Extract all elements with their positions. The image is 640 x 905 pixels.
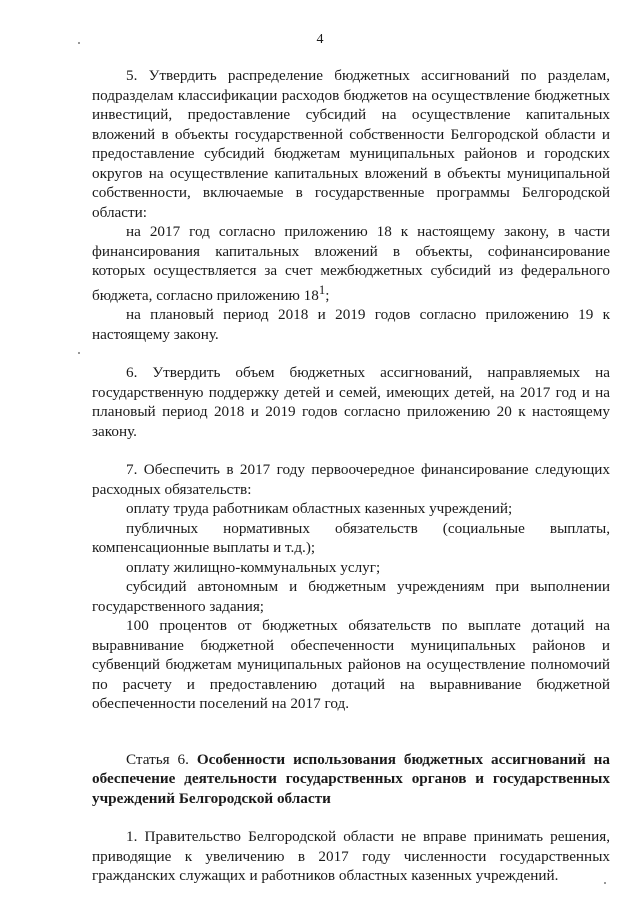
- article-6-title: Особенности использования бюджетных ассигнований на обеспечение деятельности государственных органов и государственных учреждений Белгородской области: [92, 750, 610, 807]
- section-7-item: субсидий автономным и бюджетным учреждениям при выполнении государственного задания;: [92, 578, 610, 615]
- section-7-item: публичных нормативных обязательств (социальные выплаты, компенсационные выплаты и т.д.);: [92, 519, 610, 557]
- section-5-intro: 5. Утвердить распределение бюджетных ассигнований по разделам, подразделам классификации расходов бюджетов на осуществление бюджетных инвестиций, предоставление субсидий на осуществление капитальных вложений в объекты государственной собственности Белгородской области и предоставление субсидий бюджетам муниципальных районов и городских округов на осуществление капитальных вложений в объекты муниципальной собственности, включаемые в государственные программы Белгородской области:: [92, 67, 610, 221]
- article-6-paragraph-1: 1. Правительство Белгородской области не вправе принимать решения, приводящие к увеличению в 2017 году численности государственных гражданских служащих и работников областных казенных учреждений.: [92, 828, 610, 885]
- section-5-item-2017-end: ;: [325, 286, 330, 304]
- section-6: 6. Утвердить объем бюджетных ассигнований, направляемых на государственную поддержку детей и семей, имеющих детей, на 2017 год и на плановый период 2018 и 2019 годов согласно приложению 20 к настоящему закону.: [92, 364, 610, 440]
- document-body: [92, 66, 610, 886]
- section-5-item-plan: на плановый период 2018 и 2019 годов согласно приложению 19 к настоящему закону.: [92, 306, 610, 343]
- section-5-item-2017-sup: 1: [318, 282, 326, 297]
- section-7-item: 100 процентов от бюджетных обязательств по выплате дотаций на выравнивание бюджетной обеспеченности муниципальных районов и субвенций бюджетам муниципальных районов на осуществление полномочий по расчету и предоставлению дотаций на выравнивание бюджетной обеспеченности поселений на 2017 год.: [92, 617, 610, 713]
- scan-speck: [604, 882, 606, 884]
- scan-speck: [78, 42, 80, 44]
- section-7-item: оплату жилищно-коммунальных услуг;: [126, 558, 381, 576]
- article-6-heading: [92, 750, 610, 809]
- article-6-label: Статья 6.: [126, 750, 189, 768]
- section-5-item-2017-text: на 2017 год согласно приложению 18 к настоящему закону, в части финансирования капитальных вложений в объекты, софинансирование которых осуществляется за счет межбюджетных субсидий из федерального бюджета, согласно приложению 18: [92, 223, 610, 304]
- section-7-item: оплату труда работникам областных казенных учреждений;: [126, 500, 513, 518]
- section-7-intro: 7. Обеспечить в 2017 году первоочередное финансирование следующих расходных обязательств:: [92, 461, 610, 498]
- section-5-item-2017: [92, 222, 610, 305]
- page-number: 4: [316, 32, 324, 47]
- scan-speck: [78, 352, 80, 354]
